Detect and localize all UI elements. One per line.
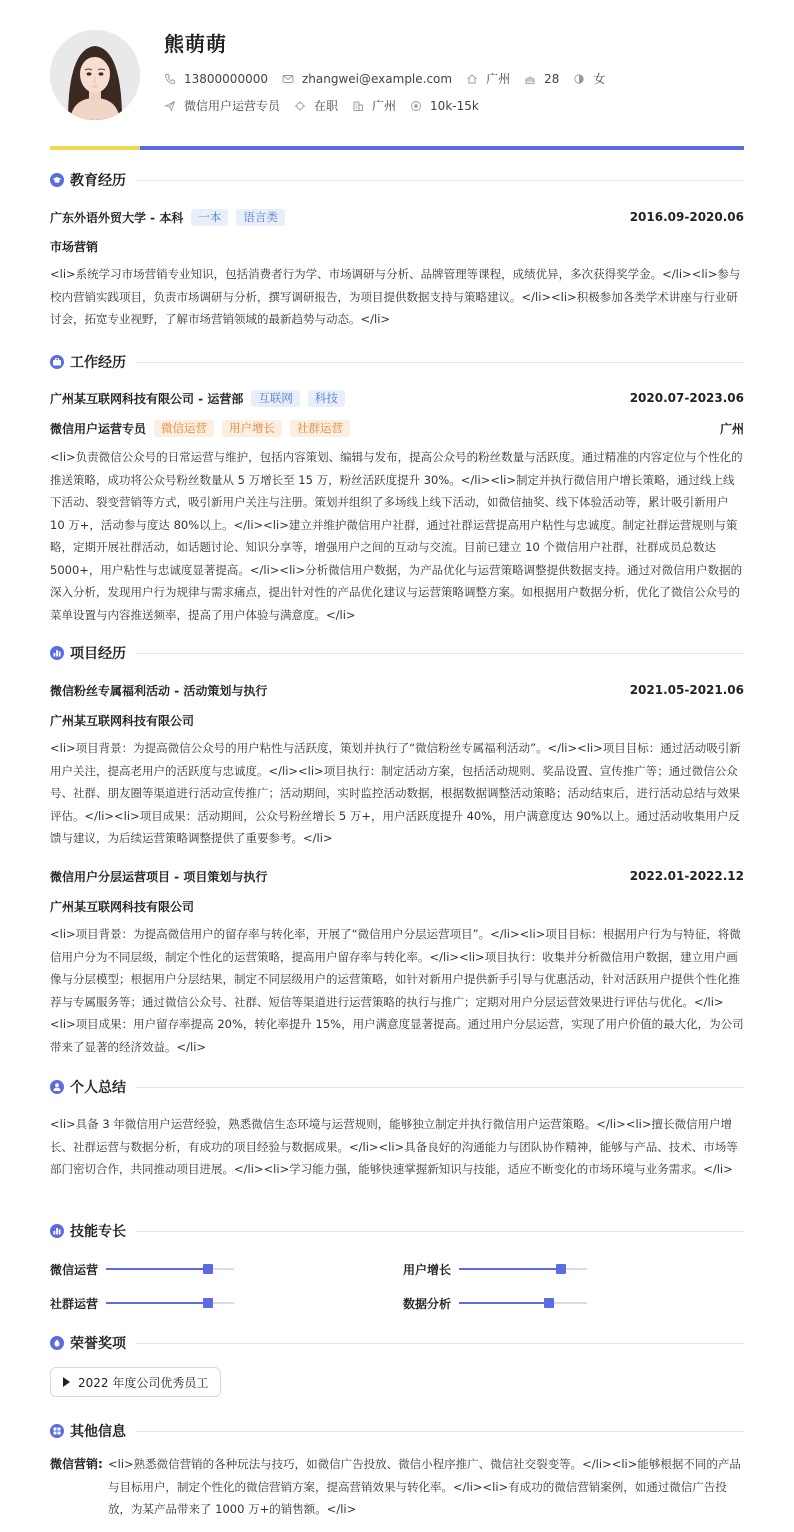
skill-fill (459, 1268, 561, 1270)
skill-fill (459, 1302, 549, 1304)
section-title: 工作经历 (70, 355, 126, 371)
section-title: 技能专长 (70, 1224, 126, 1240)
mail-icon (282, 73, 294, 85)
project-date: 2021.05-2021.06 (629, 683, 744, 697)
user-icon (50, 1080, 64, 1094)
bar-chart-icon (50, 646, 64, 660)
projects-heading (50, 643, 744, 663)
accent-bar-yellow (50, 146, 140, 150)
position-name: 微信用户运营专员 (50, 421, 147, 436)
skill-name: 用户增长 (403, 1262, 452, 1277)
education-row (50, 208, 744, 226)
gender-text: 女 (593, 72, 606, 86)
skill-name: 社群运营 (50, 1296, 99, 1311)
skill-knob (544, 1298, 554, 1308)
gender-icon (573, 73, 585, 85)
section-title: 项目经历 (70, 646, 126, 662)
salary-text: 10k-15k (430, 98, 479, 113)
grid-icon (50, 1424, 64, 1438)
play-triangle-icon (63, 1377, 70, 1387)
job-intent-row (164, 97, 493, 114)
portrait-image (50, 30, 140, 120)
home-icon (466, 73, 478, 85)
honors-section (50, 1333, 744, 1413)
section-title: 荣誉奖项 (70, 1336, 126, 1352)
salary-icon (410, 100, 422, 112)
project-date: 2022.01-2022.12 (629, 869, 744, 883)
email-text: zhangwei@example.com (301, 71, 453, 86)
skill-item (50, 1294, 234, 1312)
status-item (294, 97, 338, 114)
target-city-item (352, 97, 396, 114)
project-title-row (50, 867, 744, 885)
projects-section (50, 643, 744, 1063)
education-date: 2016.09-2020.06 (629, 210, 744, 224)
education-tag: 语言类 (236, 209, 285, 226)
section-title: 其他信息 (70, 1424, 126, 1440)
skill-track (106, 1302, 234, 1304)
position-tag: 用户增长 (222, 420, 282, 437)
skill-track (459, 1268, 587, 1270)
work-section (50, 352, 744, 632)
project-company-row (50, 711, 744, 729)
skill-name: 微信运营 (50, 1262, 99, 1277)
position-row (50, 419, 744, 437)
skill-fill (106, 1302, 208, 1304)
section-divider (136, 1087, 744, 1088)
major-row (50, 237, 744, 255)
skills-chart-icon (50, 1224, 64, 1238)
summary-section (50, 1077, 744, 1207)
work-heading (50, 352, 744, 372)
phone-item (164, 72, 268, 86)
other-section (50, 1421, 744, 1532)
skill-knob (203, 1264, 213, 1274)
candidate-name: 熊萌萌 (164, 32, 227, 56)
section-divider (136, 1231, 744, 1232)
project-title: 微信粉丝专属福利活动 - 活动策划与执行 (50, 683, 268, 698)
skill-name: 数据分析 (403, 1296, 452, 1311)
major-name: 市场营销 (50, 239, 99, 254)
work-date: 2020.07-2023.06 (629, 391, 744, 405)
section-divider (136, 180, 744, 181)
position-tag: 社群运营 (290, 420, 350, 437)
project-title: 微信用户分层运营项目 - 项目策划与执行 (50, 869, 268, 884)
project-company-row (50, 897, 744, 915)
company-tag: 互联网 (251, 390, 300, 407)
age-item (524, 72, 559, 86)
skill-item (50, 1260, 234, 1278)
other-label: 微信营销: (50, 1457, 103, 1471)
avatar (50, 30, 140, 120)
other-info-row (50, 1453, 744, 1521)
project-title-row (50, 681, 744, 699)
education-description: <li>系统学习市场营销专业知识，包括消费者行为学、市场调研与分析、品牌管理等课程，成绩优异，多次获得奖学金。</li><li>参与校内营销实践项目，负责市场调研与分析，撰写调研报告，为项目提供数据支持与策略建议。</li><li>积极参加各类学术讲座与行业研讨会，拓宽专业视野，了解市场营销领域的最新趋势与动态。</li> (50, 267, 741, 326)
email-item (282, 72, 452, 86)
other-heading (50, 1421, 744, 1441)
section-title: 个人总结 (70, 1080, 126, 1096)
company-tag: 科技 (308, 390, 345, 407)
honors-heading (50, 1333, 744, 1353)
school-name: 广东外语外贸大学 - 本科 (50, 210, 184, 225)
skill-track (459, 1302, 587, 1304)
skill-item (403, 1260, 587, 1278)
target-role-text: 微信用户运营专员 (184, 99, 281, 113)
accent-bar-blue (140, 146, 744, 150)
gender-item (573, 70, 605, 87)
project-description: <li>项目背景：为提高微信用户的留存率与转化率，开展了“微信用户分层运营项目”。</li><li>项目目标：根据用户行为与特征，将微信用户分为不同层级，制定个性化的运营策略，提高用户留存率与转化率。</li><li>项目执行：收集并分析微信用户数据，建立用户画像与分层模型；根据用户分层结果，制定不同层级用户的运营策略，如针对新用户提供新手引导与优惠活动，针对活跃用户提供个性化推荐与专属服务等；通过微信公众号、社群、短信等渠道进行运营策略的执行与推广；定期对用户分层运营效果进行评估与优化。</li><li>项目成果：用户留存率提高 20%，转化率提升 15%，用户满意度显著提高。通过用户分层运营，实现了用户价值的最大化，为公司带来了显著的经济效益。</li> (50, 927, 744, 1054)
salary-item (410, 99, 479, 113)
summary-text: <li>具备 3 年微信用户运营经验，熟悉微信生态环境与运营规则，能够独立制定并执行微信用户运营策略。</li><li>擅长微信用户增长、社群运营与数据分析，有成功的项目经验与数据成果。</li><li>具备良好的沟通能力与团队协作精神，能够与产品、技术、市场等部门密切合作，共同推动项目进展。</li><li>学习能力强，能够快速掌握新知识与技能，适应不断变化的市场环境与业务需求。</li> (50, 1117, 738, 1176)
section-divider (136, 1431, 744, 1432)
education-heading (50, 170, 744, 190)
section-title: 教育经历 (70, 173, 126, 189)
profile-header (50, 0, 744, 146)
project-description: <li>项目背景：为提高微信公众号的用户粘性与活跃度，策划并执行了“微信粉丝专属福利活动”。</li><li>项目目标：通过活动吸引新用户关注，提高老用户的活跃度与忠诚度。</li><li>项目执行：制定活动方案，包括活动规则、奖品设置、宣传推广等；通过微信公众号、社群、朋友圈等渠道进行活动宣传推广；活动期间，实时监控活动数据，根据数据调整活动策略；活动结束后，进行活动总结与效果评估。</li><li>项目成果：活动期间，公众号粉丝增长 5 万+，用户活跃度提升 40%，用户满意度达 90%以上。通过活动收集用户反馈与建议，为后续运营策略调整提供了重要参考。</li> (50, 741, 741, 845)
status-text: 在职 (314, 99, 339, 113)
accent-bar (50, 146, 744, 150)
briefcase-icon (50, 355, 64, 369)
skill-fill (106, 1268, 208, 1270)
work-description: <li>负责微信公众号的日常运营与维护，包括内容策划、编辑与发布，提高公众号的粉丝数量与活跃度。通过精准的内容定位与个性化的推送策略，成功将公众号粉丝数量从 5 万增长至 15 万，粉丝活跃度提升 30%。</li><li>制定并执行微信用户增长策略，通过线上线下活动、裂变营销等方式，吸引新用户关注与注册。策划并组织了多场线上线下活动，如微信抽奖、线下体验活动等，累计吸引新用户 10 万+，活动参与度达 80%以上。</li><li>建立并维护微信用户社群，通过社群运营提高用户粘性与忠诚度。制定社群运营规则与策略，定期开展社群活动，如话题讨论、知识分享等，增强用户之间的互动与交流。目前已建立 10 个微信用户社群，社群成员总数达 5000+，用户粘性与忠诚度显著提高。</li><li>分析微信用户数据，为产品优化与运营策略调整提供数据支持。通过对微信用户数据的深入分析，发现用户行为规律与需求痛点，提出针对性的产品优化建议与运营策略调整方案。如根据用户数据分析，优化了微信公众号的菜单设置与内容推送频率，提高了用户体验与满意度。</li> (50, 450, 743, 622)
other-value: <li>熟悉微信营销的各种玩法与技巧，如微信广告投放、微信小程序推广、微信社交裂变等。</li><li>能够根据不同的产品与目标用户，制定个性化的微信营销方案，提高营销效果与转化率。</li><li>有成功的微信营销案例，如通过微信广告投放，为某产品带来了 1000 万+的销售额。</li> (108, 1457, 741, 1516)
target-role-item (164, 97, 280, 114)
skills-heading (50, 1221, 744, 1241)
section-divider (136, 1343, 744, 1344)
graduation-cap-icon (50, 173, 64, 187)
skills-section (50, 1221, 744, 1321)
award-icon (50, 1336, 64, 1350)
education-tag: 一本 (191, 209, 228, 226)
phone-text: 13800000000 (184, 71, 268, 86)
skill-track (106, 1268, 234, 1270)
skill-knob (203, 1298, 213, 1308)
section-divider (136, 362, 744, 363)
project-company: 广州某互联网科技有限公司 (50, 713, 195, 728)
skill-knob (556, 1264, 566, 1274)
send-icon (164, 100, 176, 112)
work-city: 广州 (719, 421, 744, 436)
company-name: 广州某互联网科技有限公司 - 运营部 (50, 391, 244, 406)
position-tag: 微信运营 (154, 420, 214, 437)
company-row (50, 389, 744, 407)
award-text: 2022 年度公司优秀员工 (78, 1375, 209, 1390)
phone-icon (164, 73, 176, 85)
status-icon (294, 100, 306, 112)
target-city-text: 广州 (372, 99, 397, 113)
summary-heading (50, 1077, 744, 1097)
building-icon (352, 100, 364, 112)
education-section (50, 170, 744, 340)
location-text: 广州 (486, 72, 511, 86)
skill-item (403, 1294, 587, 1312)
age-text: 28 (544, 71, 560, 86)
location-item (466, 70, 510, 87)
project-company: 广州某互联网科技有限公司 (50, 899, 195, 914)
contact-row (164, 70, 619, 87)
cake-icon (524, 73, 536, 85)
section-divider (136, 653, 744, 654)
award-item[interactable] (50, 1367, 221, 1397)
